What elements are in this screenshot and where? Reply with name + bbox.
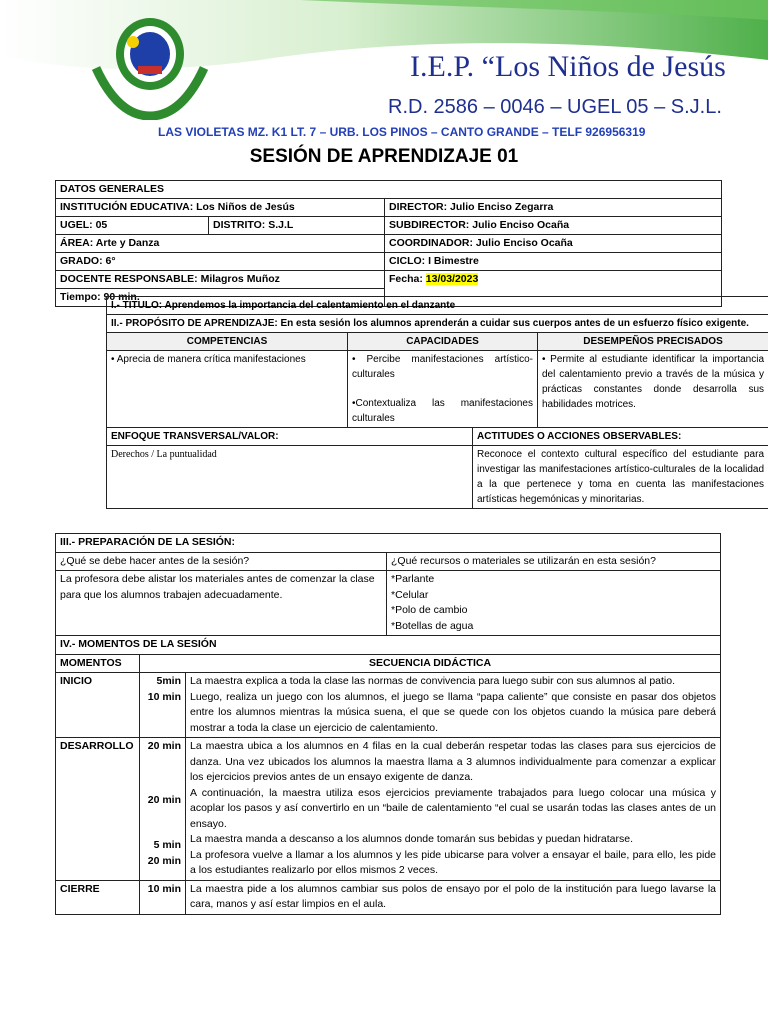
district-cell: DISTRITO: S.J.L	[209, 217, 385, 235]
list-item: *Parlante	[391, 573, 435, 585]
transversal-approach-value: Derechos / La puntualidad	[107, 446, 473, 509]
moments-heading: IV.- MOMENTOS DE LA SESIÓN	[56, 636, 721, 655]
capacity-item: • Percibe manifestaciones artístico-culturales	[352, 354, 533, 380]
capacities-cell	[348, 351, 538, 428]
observable-actions-value: Reconoce el contexto cultural específico del estudiante para investigar las manifestaciones artístico-culturales de la localidad a la que pertenece y toma en cuenta las manifestaciones artísticas hegemónicas y minoritarias.	[473, 446, 768, 509]
learning-plan-table	[106, 296, 768, 509]
moments-column-header: MOMENTOS	[56, 654, 140, 673]
capacities-header: CAPACIDADES	[348, 333, 538, 351]
letterhead	[0, 0, 768, 140]
sequence-paragraph: A continuación, la maestra utiliza esos ejercicios previamente trabajados para luego colocar una música y acoplar los pasos y así convertirlo en un “baile de calentamiento “el cual se usarán todas las clases antes de un ensayo.	[190, 786, 717, 830]
list-item: *Botellas de agua	[391, 619, 474, 632]
page-title: SESIÓN DE APRENDIZAJE 01	[249, 146, 519, 167]
time-cell: Tiempo: 90 min.	[56, 289, 385, 307]
sequence-paragraph: La profesora vuelve a llamar a los alumnos y les pide ubicarse para volver a ensayar el baile, para ello, les pide a los estudiantes realizarlo por ellos mismos 2 veces.	[190, 848, 717, 876]
sequence-desarrollo	[186, 738, 721, 881]
time-value: 20 min	[147, 854, 181, 867]
school-address: LAS VIOLETAS MZ. K1 LT. 7 – URB. LOS PINOS – CANTO GRANDE – TELF 926956319	[158, 125, 646, 139]
time-value: 20 min	[147, 793, 181, 806]
session-moments-table	[55, 533, 721, 915]
time-value: 10 min	[147, 690, 181, 703]
transversal-approach-header: ENFOQUE TRANSVERSAL/VALOR:	[107, 428, 473, 446]
school-name: I.E.P. “Los Niños de Jesús	[410, 50, 726, 83]
sequence-paragraph: La maestra explica a toda la clase las normas de convivencia para luego subir con sus alumnos al patio.	[190, 675, 676, 687]
sequence-paragraph: Luego, realiza un juego con los alumnos, el juego se llama “papa caliente” que consiste en pasar dos objetos entre los alumnos mientras la música suena, el que se quede con los objetos cuando la música pare deberá mostrar a toda la clase un ejercicio de calentamiento.	[190, 690, 717, 734]
time-value: 5 min	[153, 839, 181, 851]
before-session-answer: La profesora debe alistar los materiales antes de comenzar la clase para que los alumnos trabajen adecuadamente.	[56, 571, 387, 636]
general-data-heading: DATOS GENERALES	[56, 181, 722, 199]
ugel-cell: UGEL: 05	[56, 217, 209, 235]
competency-cell: • Aprecia de manera crítica manifestaciones	[107, 351, 348, 428]
before-session-question: ¿Qué se debe hacer antes de la sesión?	[56, 552, 387, 571]
sequence-cierre	[186, 880, 721, 914]
subdirector-cell: SUBDIRECTOR: Julio Enciso Ocaña	[385, 217, 722, 235]
resolution-line: R.D. 2586 – 0046 – UGEL 05 – S.J.L.	[388, 96, 722, 118]
time-value: 5min	[156, 675, 181, 687]
moment-times-cierre	[140, 880, 186, 914]
moment-times-desarrollo	[140, 738, 186, 881]
area-cell: ÁREA: Arte y Danza	[56, 235, 385, 253]
session-title-row: I.- TITULO: Aprendemos la importancia del calentamiento en el danzante	[107, 297, 768, 315]
time-value: 20 min	[147, 740, 181, 752]
time-value: 10 min	[147, 882, 181, 895]
competencies-header: COMPETENCIAS	[107, 333, 348, 351]
materials-list	[387, 571, 721, 636]
sequence-column-header: SECUENCIA DIDÁCTICA	[140, 654, 721, 673]
sequence-paragraph: La maestra manda a descanso a los alumnos donde tomarán sus bebidas y puedan hidratarse.	[190, 833, 634, 845]
list-item: *Celular	[391, 588, 429, 601]
preparation-heading: III.- PREPARACIÓN DE LA SESIÓN:	[56, 534, 721, 553]
sequence-paragraph: La maestra pide a los alumnos cambiar sus polos de ensayo por el polo de la institución para luego lavarse la cara, manos y así estar limpios en el aula.	[190, 882, 717, 910]
performance-cell: • Permite al estudiante identificar la importancia del calentamiento previo a través de la música y prácticas constantes donde desarrolla sus habilidades motrices.	[538, 351, 768, 428]
coordinator-cell: COORDINADOR: Julio Enciso Ocaña	[385, 235, 722, 253]
observable-actions-header: ACTITUDES O ACCIONES OBSERVABLES:	[473, 428, 768, 446]
director-cell: DIRECTOR: Julio Enciso Zegarra	[385, 199, 722, 217]
performances-header: DESEMPEÑOS PRECISADOS	[538, 333, 768, 351]
general-data-table	[55, 180, 722, 307]
sequence-paragraph: La maestra ubica a los alumnos en 4 filas en la cual deberán respetar todas las clases para sus ejercicios de danza. Una vez ubicados los alumnos la maestra llama a 3 alumnos individualmente para comenzar a explicar los ejercicios previos antes de un ensayo exigente de danza.	[190, 740, 717, 783]
teacher-cell: DOCENTE RESPONSABLE: Milagros Muñoz	[56, 271, 385, 289]
moment-label-inicio: INICIO	[56, 673, 140, 738]
date-value: 13/03/2023	[425, 273, 479, 285]
school-logo	[88, 8, 212, 120]
moment-label-desarrollo: DESARROLLO	[56, 738, 140, 881]
list-item: *Polo de cambio	[391, 604, 468, 616]
institution-cell: INSTITUCIÓN EDUCATIVA: Los Niños de Jesús	[56, 199, 385, 217]
moment-times-inicio	[140, 673, 186, 738]
sequence-inicio	[186, 673, 721, 738]
materials-question: ¿Qué recursos o materiales se utilizarán en esta sesión?	[387, 552, 721, 571]
purpose-row: II.- PROPÓSITO DE APRENDIZAJE: En esta sesión los alumnos aprenderán a cuidar sus cuerpos antes de un esfuerzo físico exigente.	[107, 315, 768, 333]
cycle-cell: CICLO: I Bimestre	[385, 253, 722, 271]
grade-cell: GRADO: 6°	[56, 253, 385, 271]
moment-label-cierre: CIERRE	[56, 880, 140, 914]
date-label: Fecha:	[389, 273, 426, 285]
capacity-item: •Contextualiza las manifestaciones culturales	[352, 398, 533, 424]
